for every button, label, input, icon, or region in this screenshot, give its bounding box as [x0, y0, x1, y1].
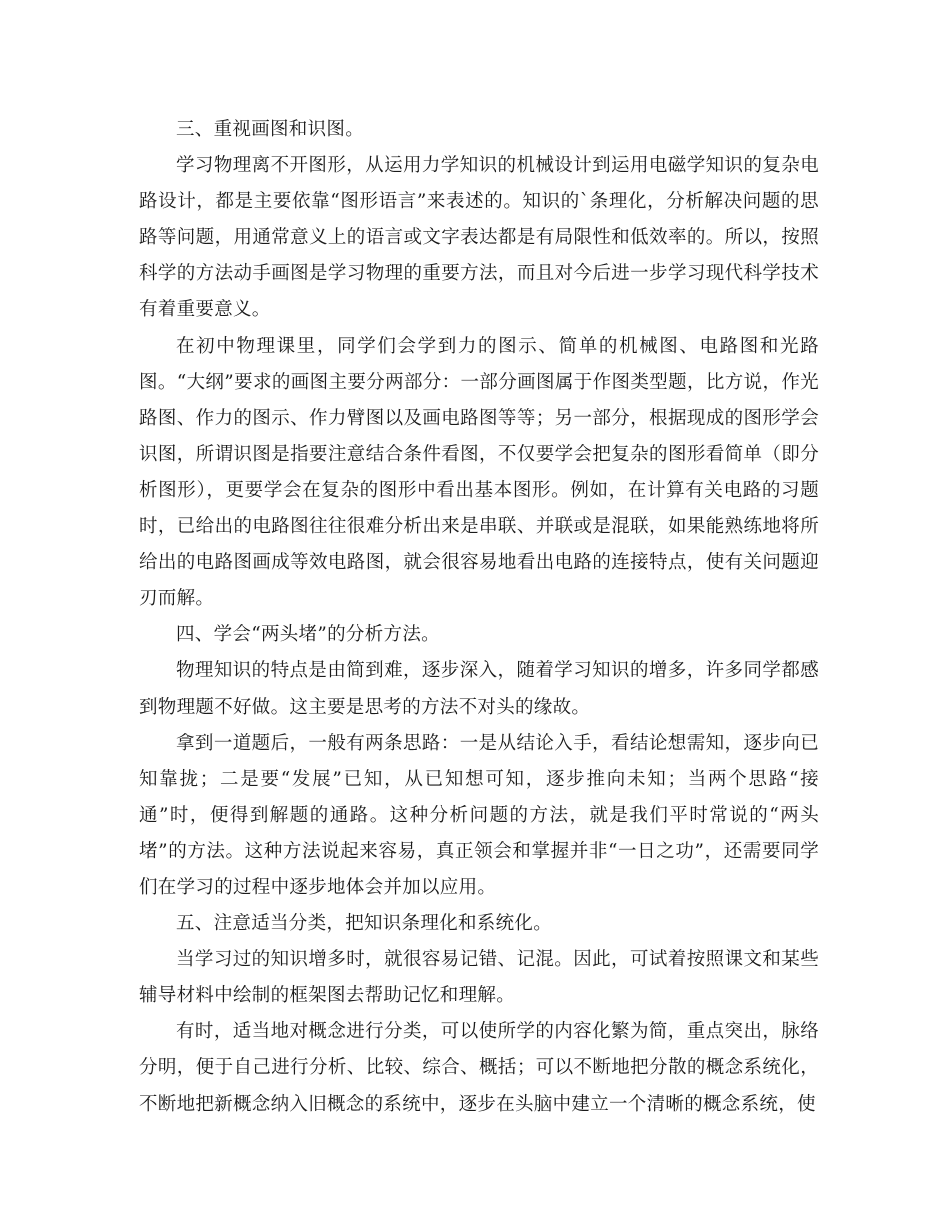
section-heading-4: 四、学会“两头堵”的分析方法。	[176, 624, 440, 646]
document-body	[139, 112, 819, 1123]
paragraph: 学习物理离不开图形，从运用力学知识的机械设计到运用电磁学知识的复杂电路设计，都是主要依靠“图形语言”来表述的。知识的`条理化，分析解决问题的思路等问题，用通常意义上的语言或文字表达都是有局限性和低效率的。所以，按照科学的方法动手画图是学习物理的重要方法，而且对今后进一步学习现代科学技术有着重要意义。	[139, 155, 819, 321]
paragraph: 拿到一道题后，一般有两条思路：一是从结论入手，看结论想需知，逐步向已知靠拢；二是要“发展”已知，从已知想可知，逐步推向未知；当两个思路“接通”时，便得到解题的通路。这种分析问题的方法，就是我们平时常说的“两头堵”的方法。这种方法说起来容易，真正领会和掌握并非“一日之功”，还需要同学们在学习的过程中逐步地体会并加以应用。	[139, 732, 819, 898]
paragraph: 物理知识的特点是由简到难，逐步深入，随着学习知识的增多，许多同学都感到物理题不好做。这主要是思考的方法不对头的缘故。	[139, 660, 819, 718]
paragraph: 当学习过的知识增多时，就很容易记错、记混。因此，可试着按照课文和某些辅导材料中绘制的框架图去帮助记忆和理解。	[139, 949, 819, 1007]
paragraph: 在初中物理课里，同学们会学到力的图示、简单的机械图、电路图和光路图。“大纲”要求的画图主要分两部分：一部分画图属于作图类型题，比方说，作光路图、作力的图示、作力臂图以及画电路图等等；另一部分，根据现成的图形学会识图，所谓识图是指要注意结合条件看图，不仅要学会把复杂的图形看简单（即分析图形），更要学会在复杂的图形中看出基本图形。例如，在计算有关电路的习题时，已给出的电路图往往很难分析出来是串联、并联或是混联，如果能熟练地将所给出的电路图画成等效电路图，就会很容易地看出电路的连接特点，使有关问题迎刃而解。	[139, 335, 819, 610]
paragraph: 有时，适当地对概念进行分类，可以使所学的内容化繁为简，重点突出，脉络分明，便于自己进行分析、比较、综合、概括；可以不断地把分散的概念系统化，不断地把新概念纳入旧概念的系统中，逐步在头脑中建立一个清晰的概念系统，使	[139, 1021, 819, 1115]
section-heading-3: 三、重视画图和识图。	[176, 119, 365, 140]
section-heading-5: 五、注意适当分类，把知识条理化和系统化。	[176, 913, 553, 935]
